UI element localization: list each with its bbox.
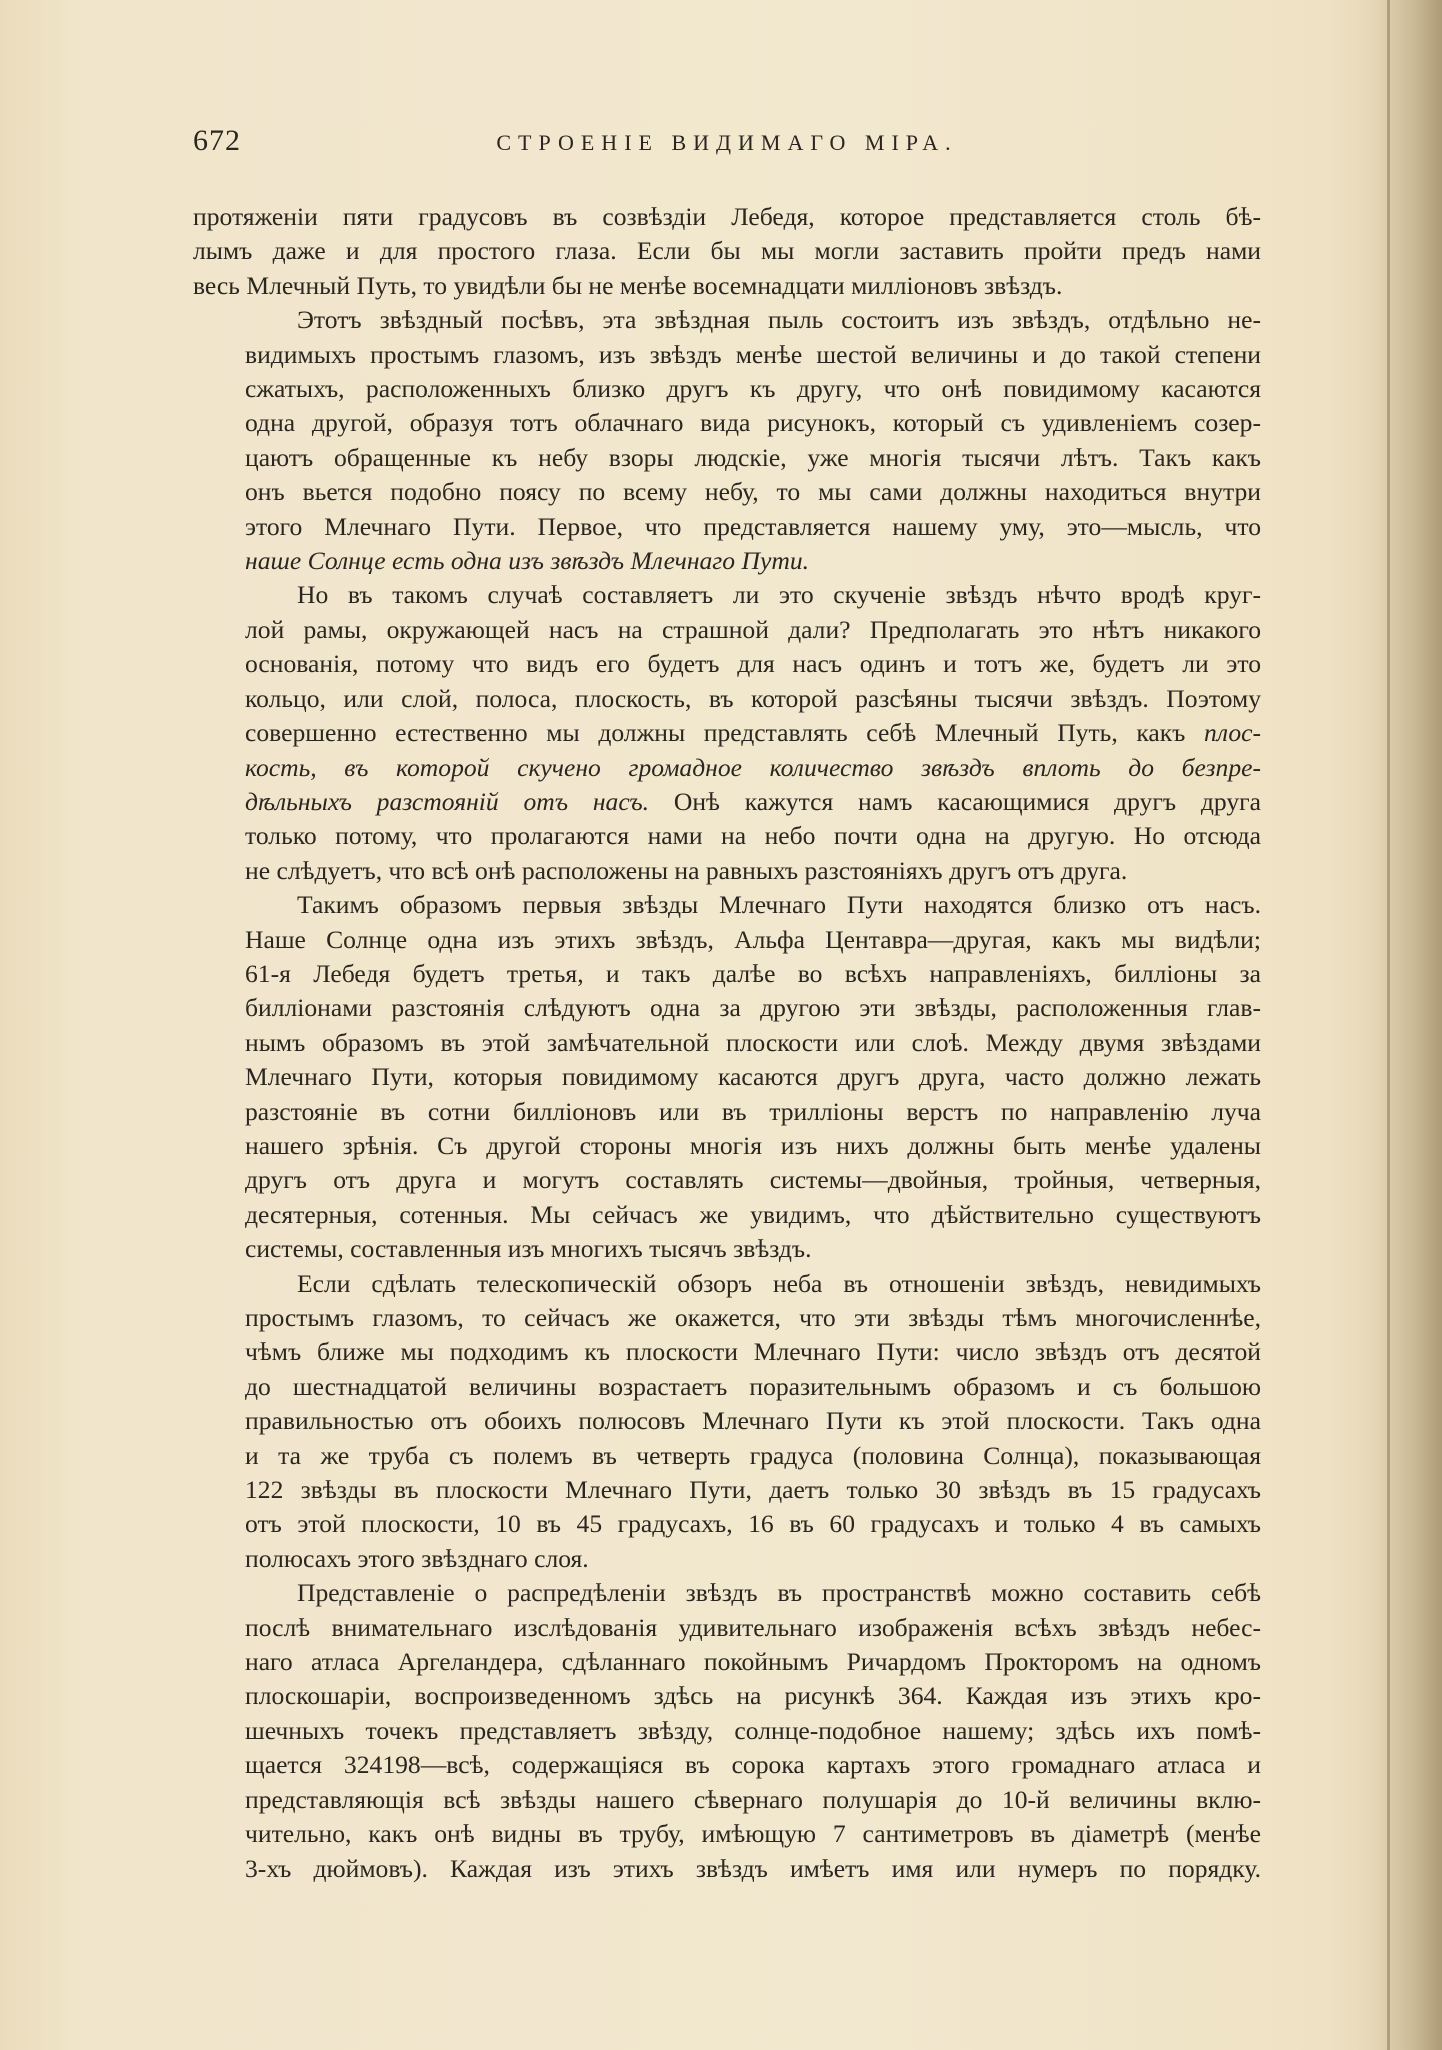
text-line: билліонами разстоянія слѣдуютъ одна за другою эти звѣзды, расположенныя глав- — [245, 993, 1261, 1023]
text-line — [193, 716, 1261, 750]
text-line: нымъ образомъ въ этой замѣчательной плоскости или слоѣ. Между двумя звѣздами — [245, 1027, 1261, 1057]
text-line: 3-хъ дюймовъ). Каждая изъ этихъ звѣздъ имѣетъ имя или нумеръ по порядку. — [245, 1853, 1261, 1883]
text-line — [193, 751, 1261, 785]
text-line — [193, 544, 1261, 578]
plain-text: Онѣ кажутся намъ касающимися другъ друга — [649, 786, 1261, 816]
italic-text: плос- — [1204, 718, 1261, 748]
page-header — [193, 124, 1261, 164]
text-line: наго атласа Аргеландера, сдѣланнаго покойнымъ Ричардомъ Прокторомъ на одномъ — [245, 1647, 1261, 1677]
text-line: 61-я Лебедя будетъ третья, и такъ далѣе во всѣхъ направленіяхъ, билліоны за — [245, 958, 1261, 988]
text-line: Этотъ звѣздный посѣвъ, эта звѣздная пыль состоитъ изъ звѣздъ, отдѣльно не- — [297, 305, 1261, 335]
text-line: другъ отъ друга и могутъ составлять системы—двойныя, тройныя, четверныя, — [245, 1165, 1261, 1195]
text-line: лой рамы, окружающей насъ на страшной дали? Предполагать это нѣтъ никакого — [245, 614, 1261, 644]
text-line: чѣмъ ближе мы подходимъ къ плоскости Млечнаго Пути: число звѣздъ отъ десятой — [245, 1337, 1261, 1367]
text-line: Представленіе о распредѣленіи звѣздъ въ пространствѣ можно составить себѣ — [297, 1578, 1261, 1608]
running-title: СТРОЕНІЕ ВИДИМАГО МІРА. — [496, 130, 958, 155]
text-line: сжатыхъ, расположенныхъ близко другъ къ другу, что онѣ повидимому касаются — [245, 374, 1261, 404]
page-edge-shadow — [1372, 0, 1442, 2050]
text-line: Такимъ образомъ первыя звѣзды Млечнаго Пути находятся близко отъ насъ. — [297, 890, 1261, 920]
text-line: Но въ такомъ случаѣ составляетъ ли это скученіе звѣздъ нѣчто вродѣ круг- — [297, 580, 1261, 610]
text-line: весь Млечный Путь, то увидѣли бы не менѣе восемнадцати милліоновъ звѣздъ. — [193, 270, 1063, 300]
text-line: одна другой, образуя тотъ облачнаго вида рисунокъ, который съ удивленіемъ созер- — [245, 408, 1261, 438]
paragraph — [193, 888, 1261, 1266]
text-line — [193, 785, 1261, 819]
text-line: онъ вьется подобно поясу по всему небу, то мы сами должны находиться внутри — [245, 477, 1261, 507]
text-line: не слѣдуетъ, что всѣ онѣ расположены на равныхъ разстояніяхъ другъ отъ друга. — [245, 855, 1128, 885]
page-edge-line — [1387, 0, 1390, 2050]
text-line: Если сдѣлать телескопическій обзоръ неба въ отношеніи звѣздъ, невидимыхъ — [297, 1268, 1261, 1298]
text-line: и та же труба съ полемъ въ четверть градуса (половина Солнца), показывающая — [245, 1440, 1261, 1470]
text-line: протяженіи пяти градусовъ въ созвѣздіи Лебедя, которое представляется столь бѣ- — [193, 202, 1261, 231]
text-line: полюсахъ этого звѣзднаго слоя. — [245, 1543, 589, 1573]
paragraph — [193, 303, 1261, 578]
text-line: лымъ даже и для простого глаза. Если бы мы могли заставить пройти предъ нами — [193, 236, 1261, 266]
text-line: чительно, какъ онѣ видны въ трубу, имѣющую 7 сантиметровъ въ діаметрѣ (менѣе — [245, 1819, 1261, 1849]
text-line: кольцо, или слой, полоса, плоскость, въ которой разсѣяны тысячи звѣздъ. Поэтому — [245, 683, 1261, 713]
italic-text: дѣльныхъ разстояній отъ насъ. — [245, 786, 650, 816]
text-line: Млечнаго Пути, которыя повидимому касаются другъ друга, часто должно лежать — [245, 1062, 1261, 1092]
paragraph — [193, 200, 1261, 303]
paragraph — [193, 1576, 1261, 1886]
text-line: правильностью отъ обоихъ полюсовъ Млечнаго Пути къ этой плоскости. Такъ одна — [245, 1406, 1261, 1436]
text-line: цаютъ обращенные къ небу взоры людскіе, уже многія тысячи лѣтъ. Такъ какъ — [245, 442, 1261, 472]
text-line: основанія, потому что видъ его будетъ для насъ одинъ и тотъ же, будетъ ли это — [245, 649, 1261, 679]
plain-text: совершенно естественно мы должны представлять себѣ Млечный Путь, какъ — [245, 718, 1205, 748]
text-line: до шестнадцатой величины возрастаетъ поразительнымъ образомъ и съ большою — [245, 1371, 1261, 1401]
italic-text: наше Солнце есть одна изъ звѣздъ Млечнаго Пути. — [245, 546, 810, 576]
text-line: простымъ глазомъ, то сейчасъ же окажется, что эти звѣзды тѣмъ многочисленнѣе, — [245, 1303, 1261, 1332]
text-line: десятерныя, сотенныя. Мы сейчасъ же увидимъ, что дѣйствительно существуютъ — [245, 1199, 1261, 1229]
text-line: шечныхъ точекъ представляетъ звѣзду, солнце-подобное нашему; здѣсь ихъ помѣ- — [245, 1715, 1261, 1745]
italic-text: кость, въ которой скучено громадное количество звѣздъ вплоть до безпре- — [245, 752, 1261, 782]
body-text — [193, 200, 1261, 1886]
text-line: послѣ внимательнаго изслѣдованія удивительнаго изображенія всѣхъ звѣздъ небес- — [245, 1612, 1261, 1642]
text-line: отъ этой плоскости, 10 въ 45 градусахъ, 16 въ 60 градусахъ и только 4 въ самыхъ — [245, 1509, 1261, 1539]
page-number: 672 — [193, 124, 241, 157]
text-line: разстояніе въ сотни билліоновъ или въ трилліоны верстъ по направленію луча — [245, 1096, 1261, 1126]
text-line: только потому, что пролагаются нами на небо почти одна на другую. Но отсюда — [245, 821, 1261, 851]
text-line: нашего зрѣнія. Съ другой стороны многія изъ нихъ должны быть менѣе удалены — [245, 1130, 1261, 1160]
text-line: видимыхъ простымъ глазомъ, изъ звѣздъ менѣе шестой величины и до такой степени — [245, 339, 1261, 369]
paragraph — [193, 1267, 1261, 1577]
text-line: плоскошаріи, воспроизведенномъ здѣсь на рисункѣ 364. Каждая изъ этихъ кро- — [245, 1681, 1261, 1711]
text-line: представляющія всѣ звѣзды нашего сѣвернаго полушарія до 10-й величины вклю- — [245, 1784, 1261, 1814]
text-line: этого Млечнаго Пути. Первое, что представляется нашему уму, это—мысль, что — [245, 511, 1261, 541]
text-line: 122 звѣзды въ плоскости Млечнаго Пути, даетъ только 30 звѣздъ въ 15 градусахъ — [245, 1475, 1261, 1505]
text-line: системы, составленныя изъ многихъ тысячъ звѣздъ. — [245, 1234, 812, 1264]
paragraph — [193, 578, 1261, 888]
text-line: Наше Солнце одна изъ этихъ звѣздъ, Альфа Центавра—другая, какъ мы видѣли; — [245, 924, 1261, 954]
text-line: щается 324198—всѣ, содержащіяся въ сорока картахъ этого громаднаго атласа и — [245, 1750, 1261, 1780]
